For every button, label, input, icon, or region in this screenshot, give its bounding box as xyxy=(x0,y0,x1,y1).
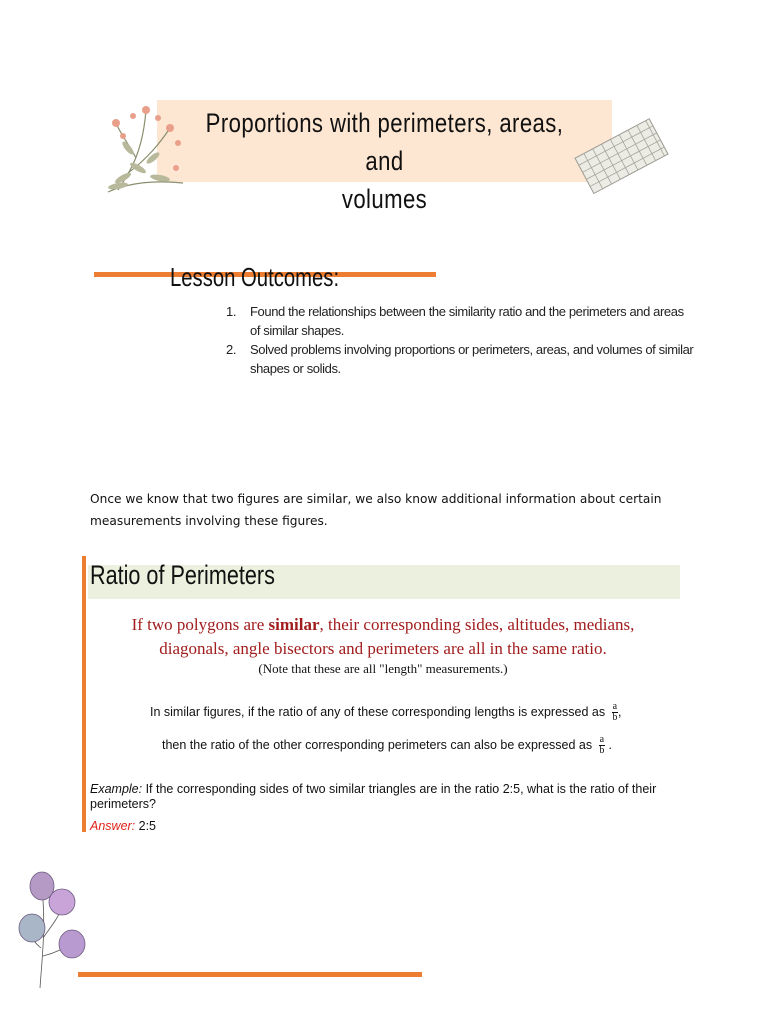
outcomes-heading: Lesson Outcomes: xyxy=(170,262,340,292)
fraction-denominator: b xyxy=(599,745,605,756)
fraction-denominator: b xyxy=(612,712,618,723)
example-problem xyxy=(90,782,680,812)
list-item-text: Solved problems involving proportions or perimeters, areas, and volumes of similar shapes or solids. xyxy=(250,342,694,376)
fraction-numerator: a xyxy=(599,734,605,745)
ratio-statement-1-end: , xyxy=(618,704,622,719)
section-title: Ratio of Perimeters xyxy=(90,560,275,590)
page-title xyxy=(198,104,571,218)
fraction-a-over-b xyxy=(599,735,605,756)
ratio-statement-1 xyxy=(150,702,622,723)
rule-text-start: If two polygons are xyxy=(131,615,269,634)
fraction-numerator: a xyxy=(612,701,618,712)
grid-tape-decoration-icon xyxy=(572,118,672,196)
ratio-statement-2-text: then the ratio of the other corresponding perimeters can also be expressed as xyxy=(162,737,593,752)
example-text: If the corresponding sides of two similar triangles are in the ratio 2:5, what is the ratio of their perimeters? xyxy=(90,782,657,811)
list-item-number: 2. xyxy=(226,342,237,357)
list-item xyxy=(226,302,696,340)
page-title-line2: volumes xyxy=(341,184,428,214)
length-note: (Note that these are all "length" measurements.) xyxy=(258,661,508,676)
section-accent-bar xyxy=(82,556,86,832)
ratio-statement-2 xyxy=(162,735,612,756)
list-item-text: Found the relationships between the similarity ratio and the perimeters and areas of similar shapes. xyxy=(250,304,684,338)
list-item-number: 1. xyxy=(226,304,237,319)
page-title-line1: Proportions with perimeters, areas, and xyxy=(205,108,564,176)
example-label: Example: xyxy=(90,782,143,796)
similarity-rule xyxy=(95,613,671,661)
example-answer xyxy=(90,819,156,833)
flower-decoration-icon xyxy=(98,98,190,198)
rule-keyword: similar xyxy=(268,615,320,634)
answer-value: 2:5 xyxy=(135,819,157,833)
bottom-divider xyxy=(78,972,422,977)
answer-label: Answer: xyxy=(90,819,136,833)
outcomes-list xyxy=(226,302,696,378)
list-item xyxy=(226,340,696,378)
rule-text-end: , their corresponding sides, altitudes, medians, diagonals, angle bisectors and perimeters are all in the same ratio. xyxy=(159,615,635,658)
intro-paragraph: Once we know that two figures are similar, we also know additional information about certain measurements involving these figures. xyxy=(90,492,662,528)
ratio-statement-2-end: . xyxy=(608,737,613,752)
ratio-statement-1-text: In similar figures, if the ratio of any of these corresponding lengths is expressed as xyxy=(150,704,606,719)
